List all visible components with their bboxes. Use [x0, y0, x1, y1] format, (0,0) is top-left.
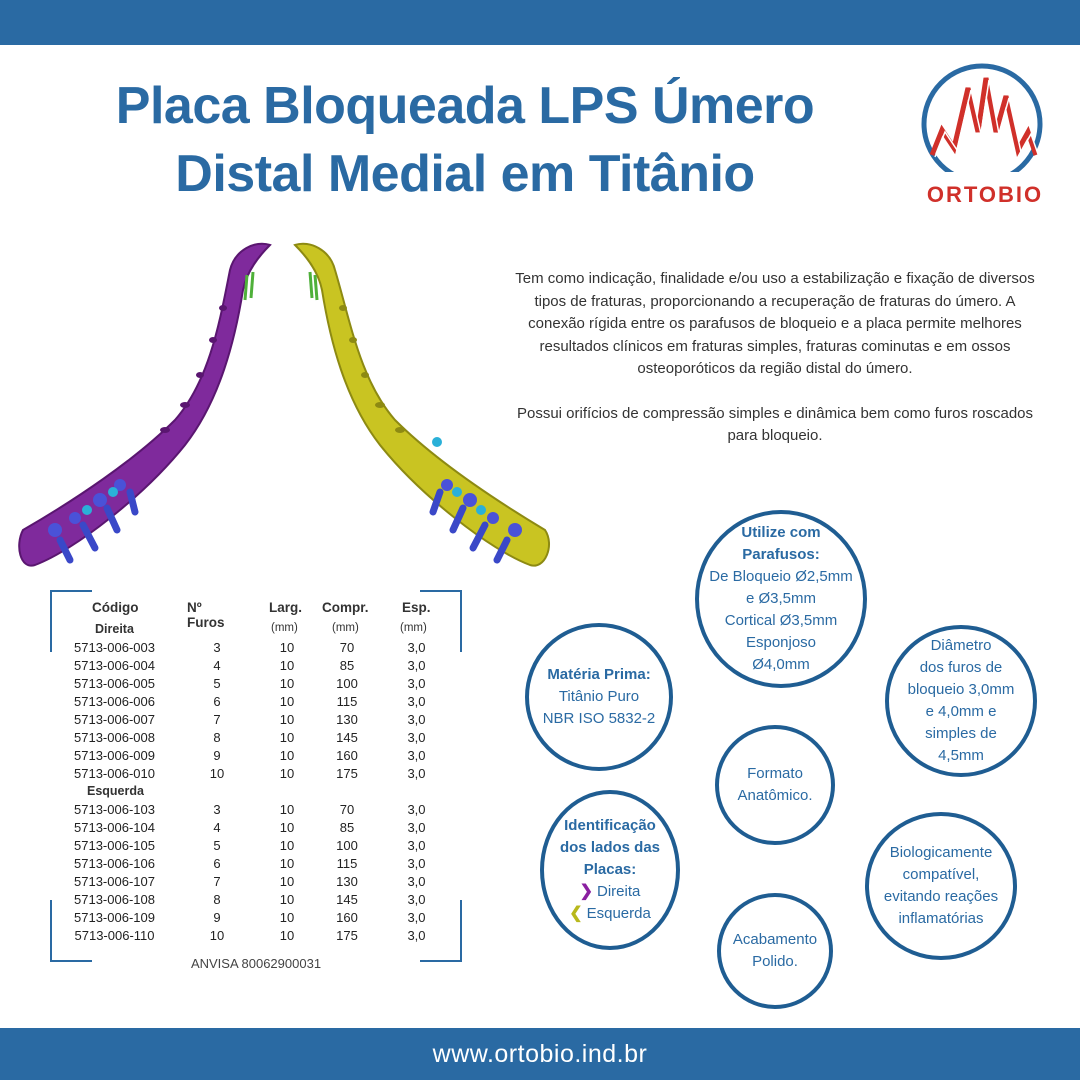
- right-plate-image: [19, 244, 270, 566]
- table-cell: 10: [279, 910, 295, 925]
- legend-left-label: Esquerda: [586, 905, 651, 922]
- holes-line: dos furos de: [919, 659, 1003, 676]
- table-cell: 3,0: [407, 676, 426, 691]
- table-row: [62, 694, 442, 712]
- table-cell: 70: [339, 802, 355, 817]
- table-cell: 8: [213, 730, 221, 745]
- table-cell: 10: [279, 748, 295, 763]
- header-length: Compr.: [322, 600, 369, 615]
- table-cell: 10: [279, 712, 295, 727]
- table-cell: 10: [209, 928, 225, 943]
- table-cell: 100: [336, 838, 358, 853]
- format-line: Formato: [747, 765, 803, 782]
- table-cell: 4: [213, 658, 221, 673]
- table-cell: 10: [279, 928, 295, 943]
- table-cell: 70: [339, 640, 355, 655]
- table-cell: 10: [279, 838, 295, 853]
- bio-info-circle: [865, 812, 1017, 960]
- table-cell: 130: [336, 712, 358, 727]
- table-cell: 10: [279, 694, 295, 709]
- finish-info-circle: [717, 893, 833, 1009]
- table-cell: 3,0: [407, 892, 426, 907]
- header-width: Larg.: [269, 600, 303, 615]
- table-cell: 5713-006-003: [74, 640, 155, 655]
- bio-line: compatível,: [902, 866, 980, 883]
- screws-line: Esponjoso: [745, 634, 817, 651]
- table-cell: 10: [279, 856, 295, 871]
- screws-line: Cortical Ø3,5mm: [724, 612, 838, 629]
- sides-info-circle: [540, 790, 680, 950]
- table-row: [62, 892, 442, 910]
- table-row: [62, 676, 442, 694]
- table-cell: 7: [213, 712, 221, 727]
- format-info-circle: [715, 725, 835, 845]
- table-cell: 6: [213, 856, 221, 871]
- table-cell: 3,0: [407, 658, 426, 673]
- holes-line: e 4,0mm e: [925, 703, 997, 720]
- table-cell: 85: [339, 820, 355, 835]
- table-cell: 175: [336, 766, 358, 781]
- material-info-circle: [525, 623, 673, 771]
- table-cell: 3,0: [407, 856, 426, 871]
- legend-right: [580, 881, 641, 903]
- table-cell: 3,0: [407, 730, 426, 745]
- table-cell: 115: [336, 856, 358, 871]
- header-holes: Nº Furos: [187, 600, 225, 630]
- table-cell: 10: [279, 766, 295, 781]
- table-cell: 5713-006-009: [74, 748, 155, 763]
- table-cell: 10: [279, 820, 295, 835]
- title-line-1: Placa Bloqueada LPS Úmero: [115, 77, 815, 135]
- table-cell: 160: [336, 748, 358, 763]
- holes-line: 4,5mm: [938, 747, 984, 764]
- screws-line: e Ø3,5mm: [745, 590, 817, 607]
- table-cell: 10: [279, 676, 295, 691]
- left-plate-image: [295, 244, 549, 566]
- table-cell: 3,0: [407, 694, 426, 709]
- table-cell: 3: [213, 802, 221, 817]
- table-cell: 3,0: [407, 820, 426, 835]
- website-url[interactable]: www.ortobio.ind.br: [432, 1040, 648, 1068]
- table-row: [62, 802, 442, 820]
- table-row: [62, 856, 442, 874]
- table-cell: 10: [279, 640, 295, 655]
- description-paragraph-1: Tem como indicação, finalidade e/ou uso a estabilização e fixação de diversos tipos de fraturas, proporcionando a recuperação de fraturas do úmero. A conexão rígida entre os parafusos de bloqueio e a placa permite melhores resultados clínicos em fraturas simples, fraturas cominutas e em ossos osteoporóticos da região distal do úmero.: [515, 270, 1035, 377]
- unit-width: (mm): [271, 622, 298, 634]
- bio-line: evitando reações: [883, 888, 999, 905]
- table-cell: 9: [213, 910, 221, 925]
- table-cell: 5713-006-107: [74, 874, 155, 889]
- plates-illustration: [15, 230, 575, 580]
- table-cell: 175: [336, 928, 358, 943]
- table-cell: 10: [279, 730, 295, 745]
- table-cell: 145: [336, 892, 358, 907]
- bio-line: Biologicamente: [889, 844, 993, 861]
- table-row: [62, 910, 442, 928]
- screws-line: Ø4,0mm: [752, 656, 810, 673]
- table-cell: 5713-006-105: [74, 838, 155, 853]
- group-right-label: Direita: [95, 622, 134, 636]
- unit-length: (mm): [332, 622, 359, 634]
- header-thickness: Esp.: [402, 600, 431, 615]
- table-cell: 3,0: [407, 928, 426, 943]
- chevron-left-icon: ❮: [569, 905, 583, 922]
- logo-text: ORTOBIO: [926, 182, 1044, 207]
- material-line: Titânio Puro: [558, 688, 640, 705]
- table-cell: 10: [279, 658, 295, 673]
- table-cell: 5713-006-010: [74, 766, 155, 781]
- page-title: [40, 72, 890, 208]
- table-cell: 3,0: [407, 802, 426, 817]
- table-cell: 5713-006-103: [74, 802, 155, 817]
- table-cell: 5713-006-104: [74, 820, 155, 835]
- table-cell: 3,0: [407, 712, 426, 727]
- table-cell: 145: [336, 730, 358, 745]
- table-cell: 10: [279, 802, 295, 817]
- legend-right-label: Direita: [597, 883, 641, 900]
- holes-line: Diâmetro: [930, 637, 992, 654]
- table-row: [62, 658, 442, 676]
- table-cell: 6: [213, 694, 221, 709]
- sides-title: Identificação dos lados das Placas:: [559, 817, 661, 878]
- table-cell: 160: [336, 910, 358, 925]
- table-cell: 5713-006-004: [74, 658, 155, 673]
- legend-left: [569, 903, 651, 925]
- table-cell: 5: [213, 676, 221, 691]
- table-cell: 8: [213, 892, 221, 907]
- header-code: Código: [92, 600, 139, 615]
- table-cell: 10: [209, 766, 225, 781]
- table-cell: 9: [213, 748, 221, 763]
- table-cell: 3,0: [407, 748, 426, 763]
- anvisa-registration: ANVISA 80062900031: [190, 956, 322, 971]
- top-banner: [0, 0, 1080, 45]
- table-cell: 100: [336, 676, 358, 691]
- table-cell: 5: [213, 838, 221, 853]
- table-cell: 115: [336, 694, 358, 709]
- finish-line: Polido.: [752, 953, 798, 970]
- table-row: [62, 838, 442, 856]
- holes-line: bloqueio 3,0mm: [907, 681, 1015, 698]
- screws-title: Utilize com Parafusos:: [741, 524, 821, 563]
- holes-line: simples de: [925, 725, 997, 742]
- table-cell: 5713-006-106: [74, 856, 155, 871]
- table-cell: 3,0: [407, 838, 426, 853]
- table-row: [62, 928, 442, 946]
- table-cell: 130: [336, 874, 358, 889]
- table-cell: 5713-006-109: [74, 910, 155, 925]
- table-cell: 3,0: [407, 766, 426, 781]
- group-left-label: Esquerda: [87, 784, 144, 798]
- ortobio-logo: [910, 60, 1055, 210]
- table-cell: 5713-006-006: [74, 694, 155, 709]
- chevron-right-icon: ❯: [579, 883, 594, 900]
- material-title: Matéria Prima:: [547, 666, 651, 683]
- unit-thickness: (mm): [400, 622, 427, 634]
- table-cell: 5713-006-108: [74, 892, 155, 907]
- table-cell: 4: [213, 820, 221, 835]
- holes-info-circle: [885, 625, 1037, 777]
- table-cell: 10: [279, 892, 295, 907]
- table-cell: 5713-006-005: [74, 676, 155, 691]
- table-cell: 85: [339, 658, 355, 673]
- table-row: [62, 766, 442, 784]
- table-cell: 5713-006-008: [74, 730, 155, 745]
- table-cell: 10: [279, 874, 295, 889]
- format-line: Anatômico.: [737, 787, 813, 804]
- screws-line: De Bloqueio Ø2,5mm: [709, 568, 853, 585]
- table-row: [62, 640, 442, 658]
- table-cell: 5713-006-007: [74, 712, 155, 727]
- table-cell: 3,0: [407, 910, 426, 925]
- finish-line: Acabamento: [732, 931, 818, 948]
- product-description: [515, 268, 1035, 470]
- table-row: [62, 874, 442, 892]
- title-line-2: Distal Medial em Titânio: [175, 145, 755, 203]
- table-row: [62, 748, 442, 766]
- table-cell: 5713-006-110: [74, 928, 155, 943]
- table-cell: 3,0: [407, 874, 426, 889]
- table-cell: 3: [213, 640, 221, 655]
- table-row: [62, 820, 442, 838]
- table-cell: 7: [213, 874, 221, 889]
- screws-info-circle: [695, 510, 867, 688]
- table-row: [62, 730, 442, 748]
- material-line: NBR ISO 5832-2: [542, 710, 656, 727]
- description-paragraph-2: Possui orifícios de compressão simples e dinâmica bem como furos roscados para bloqueio.: [516, 404, 1034, 444]
- bio-line: inflamatórias: [898, 910, 984, 927]
- table-row: [62, 712, 442, 730]
- table-cell: 3,0: [407, 640, 426, 655]
